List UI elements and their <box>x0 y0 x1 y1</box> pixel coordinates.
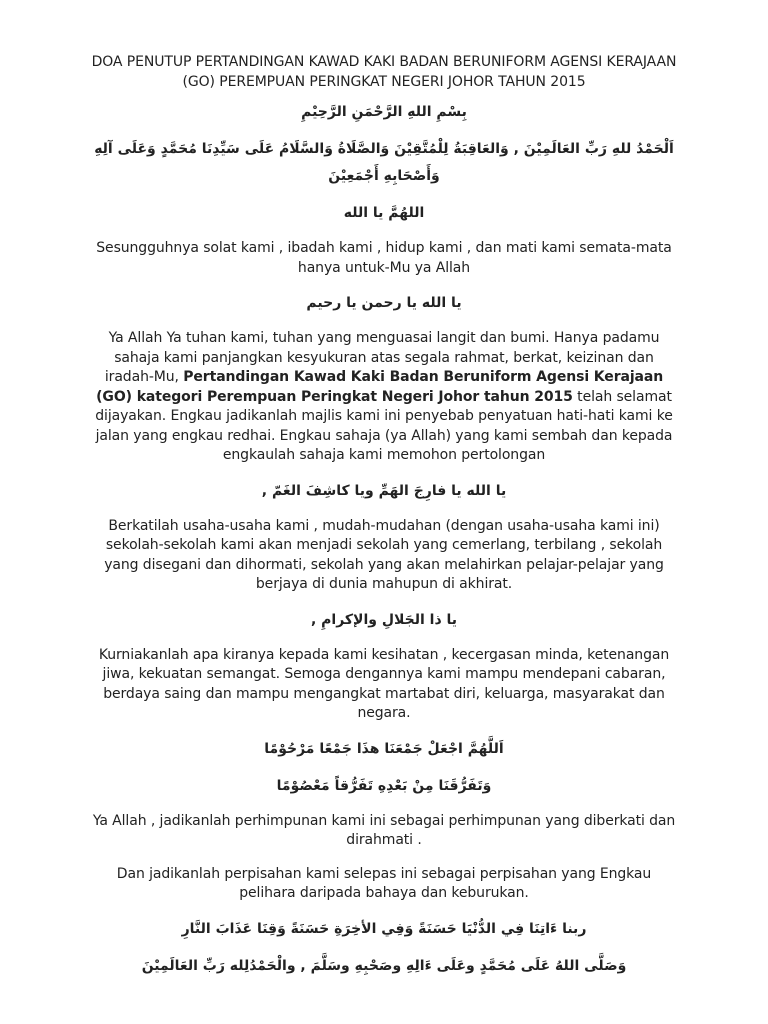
paragraph-5: Ya Allah , jadikanlah perhimpunan kami ini sebagai perhimpunan yang diberkati dan dirahmati . <box>92 812 676 848</box>
paragraph-4: Kurniakanlah apa kiranya kepada kami kesihatan , kecergasan minda, ketenangan jiwa, kekuatan semangat. Semoga dengannya kami mampu mendepani cabaran, berdaya saing dan mampu mengangkat martabat diri, keluarga, masyarakat dan negara. <box>98 646 670 721</box>
opening-praise-line-2: وَأَصْحَابِهِ أَجْمَعِيْنَ <box>328 168 440 184</box>
opening-praise-line-1: اَلْحَمْدُ للهِ رَبِّ العَالَمِيْنَ , وَالعَاقِبَةُ لِلْمُتَّقِيْنَ وَالصَّلَاةُ وَالسَّلَامُ عَلَى سَيِّدِنَا مُحَمَّدٍ وَعَلَى آلِهِ <box>94 141 674 157</box>
paragraph-2-part-2: telah selamat dijayakan. Engkau jadikanlah majlis kami ini penyebab penyatuan hati-hati kami ke jalan yang engkau redhai. Engkau sahaja (ya Allah) yang kami sembah dan kepada engkaulah sahaja kami memohon pertolongan <box>95 388 673 463</box>
rabbana-atina: ربنا ءَاتِنَا فِي الدُّنْيَا حَسَنَةً وَفِي الأخِرَةِ حَسَنَةً وَقِنَا عَذَابَ النَّارِ <box>181 920 587 937</box>
ya-farij-al-hamm: يا الله يا فارِجَ الهَمِّ ويا كاشِفَ الغَمّ , <box>261 482 507 499</box>
paragraph-1: Sesungguhnya solat kami , ibadah kami , hidup kami , dan mati kami semata-mata hanya untuk-Mu ya Allah <box>96 240 672 276</box>
closing-salawat: وَصَلَّى اللهُ عَلَى مُحَمَّدٍ وعَلَى ءَالِهِ وصَحْبِهِ وسَلَّمَ , والْحَمْدُلِله رَبِّ العَالَمِيْنَ <box>141 957 627 974</box>
document-title: DOA PENUTUP PERTANDINGAN KAWAD KAKI BADAN BERUNIFORM AGENSI KERAJAAN (GO) PEREMPUAN PERINGKAT NEGERI JOHOR TAHUN 2015 <box>91 54 677 90</box>
allahummaj-line-2: وَتَفَرُّقَنَا مِنْ بَعْدِهِ تَفَرُّقاً مَعْصُوْمًا <box>276 777 492 794</box>
paragraph-3: Berkatilah usaha-usaha kami , mudah-mudahan (dengan usaha-usaha kami ini) sekolah-sekolah kami akan menjadi sekolah yang cemerlang, terbilang , sekolah yang disegani dan dihormati, sekolah yang akan melahirkan pelajar-pelajar yang berjaya di dunia mahupun di akhirat. <box>104 517 664 592</box>
allahummaj-line-1: اَللَّهُمَّ اجْعَلْ جَمْعَنَا هذَا جَمْعًا مَرْحُوْمًا <box>264 740 504 757</box>
ya-allah-ya-rahman: يا الله يا رحمن يا رحيم <box>306 295 462 311</box>
allahumma-ya-allah: اللهُمَّ يا الله <box>343 205 425 221</box>
paragraph-2-bold-event: Pertandingan Kawad Kaki Badan Beruniform Agensi Kerajaan (GO) kategori Perempuan Peringkat Negeri Johor tahun 2015 <box>96 369 664 405</box>
paragraph-2-part-1: Ya Allah Ya tuhan kami, tuhan yang menguasai langit dan bumi. Hanya padamu sahaja kami panjangkan kesyukuran atas segala rahmat, berkat, keizinan dan iradah-Mu, <box>104 330 660 385</box>
ya-dzal-jalal: يا ذا الجَلالِ والإكرامِ , <box>310 611 458 628</box>
document-page <box>90 52 678 992</box>
paragraph-6: Dan jadikanlah perpisahan kami selepas ini sebagai perpisahan yang Engkau pelihara daripada bahaya dan keburukan. <box>116 865 652 901</box>
basmalah: بِسْمِ اللهِ الرَّحْمَنِ الرَّحِيْمِ <box>301 104 467 120</box>
paragraph-2 <box>90 329 678 466</box>
